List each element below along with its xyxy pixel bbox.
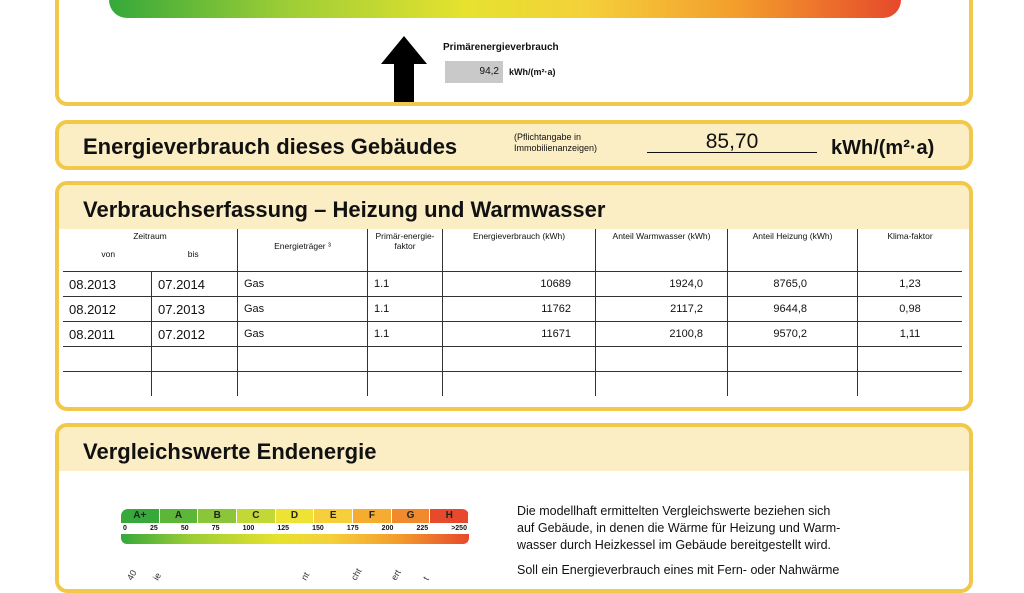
arrow-up-icon — [381, 36, 427, 102]
carrier-header — [238, 229, 368, 272]
comparison-header — [59, 427, 969, 471]
factor-cell: 1.1 — [368, 322, 443, 347]
comparison-scale — [121, 509, 469, 544]
rotated-label: ert — [389, 567, 403, 582]
factor-cell: 1.1 — [368, 297, 443, 322]
table-row-empty — [63, 347, 962, 372]
hot-water-cell: 2117,2 — [596, 297, 728, 322]
energy-class-1: A — [160, 509, 199, 523]
table-row — [63, 322, 962, 347]
to-cell: 07.2012 — [152, 322, 238, 347]
energy-class-8: H — [430, 509, 469, 523]
from-cell: 08.2012 — [63, 297, 152, 322]
comparison-paragraph — [517, 503, 840, 579]
rotated-label: cht — [349, 566, 364, 582]
paragraph-line: wasser durch Heizkessel im Gebäude bereitgestellt wird. — [517, 538, 832, 552]
primary-energy-label: Primärenergieverbrauch — [443, 42, 559, 53]
carrier-cell: Gas — [238, 272, 368, 297]
energy-class-0: A+ — [121, 509, 160, 523]
consumption-card — [55, 120, 973, 170]
consumption-header: Energieverbrauch (kWh) — [443, 229, 596, 272]
primary-energy-value: 94,2 — [445, 61, 503, 83]
heating-cell: 9570,2 — [728, 322, 858, 347]
scale-tick: 175 — [346, 525, 359, 532]
energy-class-6: F — [353, 509, 392, 523]
consumption-cell: 10689 — [443, 272, 596, 297]
carrier-cell: Gas — [238, 297, 368, 322]
from-cell: 08.2013 — [63, 272, 152, 297]
consumption-cell: 11671 — [443, 322, 596, 347]
heating-header: Anteil Heizung (kWh) — [728, 229, 858, 272]
from-label: von — [101, 249, 116, 259]
hot-water-cell: 2100,8 — [596, 322, 728, 347]
paragraph-line: Soll ein Energieverbrauch eines mit Fern- oder Nahwärme — [517, 563, 840, 577]
recording-table — [63, 229, 962, 396]
heating-cell: 9644,8 — [728, 297, 858, 322]
primary-energy-card — [55, 0, 973, 106]
period-label: Zeitraum — [133, 231, 167, 241]
climate-header: Klima-faktor — [887, 231, 933, 241]
scale-ticks — [121, 523, 469, 534]
class-bar — [121, 509, 469, 523]
recording-card — [55, 181, 973, 411]
scale-tick: 0 — [123, 525, 127, 532]
to-label: bis — [187, 249, 199, 259]
table-row — [63, 297, 962, 322]
rotated-label: ie — [151, 570, 164, 582]
consumption-note-line: Immobilienanzeigen) — [514, 143, 598, 153]
scale-tick: 50 — [180, 525, 189, 532]
paragraph-line: auf Gebäude, in denen die Wärme für Heizung und Warm- — [517, 521, 841, 535]
rotated-label: t — [421, 574, 431, 582]
energy-class-5: E — [314, 509, 353, 523]
period-header — [63, 229, 238, 272]
consumption-note — [514, 132, 597, 154]
rotated-label: nt — [299, 570, 312, 582]
table-row-empty — [63, 372, 962, 397]
heating-cell: 8765,0 — [728, 272, 858, 297]
climate-cell: 0,98 — [858, 297, 963, 322]
paragraph-line: Die modellhaft ermittelten Vergleichswerte beziehen sich — [517, 504, 831, 518]
comparison-card — [55, 423, 973, 593]
scale-tick: 125 — [277, 525, 290, 532]
rotated-label: 40 — [125, 568, 139, 582]
consumption-value: 85,70 — [647, 132, 817, 153]
scale-tick: 150 — [312, 525, 324, 532]
energy-class-2: B — [198, 509, 237, 523]
table-header-row — [63, 229, 962, 272]
energy-class-7: G — [392, 509, 431, 523]
scale-tick: 100 — [242, 525, 255, 532]
to-cell: 07.2013 — [152, 297, 238, 322]
energy-class-4: D — [276, 509, 315, 523]
carrier-cell: Gas — [238, 322, 368, 347]
factor-cell: 1.1 — [368, 272, 443, 297]
climate-cell: 1,11 — [858, 322, 963, 347]
consumption-unit: kWh/(m²·a) — [831, 137, 935, 159]
scale-gradient — [121, 534, 469, 544]
consumption-note-line: (Pflichtangabe in — [514, 132, 582, 142]
scale-tick: 200 — [381, 525, 394, 532]
climate-cell: 1,23 — [858, 272, 963, 297]
recording-header — [59, 185, 969, 229]
scale-tick: 25 — [149, 525, 158, 532]
energy-scale-bar — [109, 0, 901, 18]
to-cell: 07.2014 — [152, 272, 238, 297]
comparison-title: Vergleichswerte Endenergie — [83, 439, 377, 464]
from-cell: 08.2011 — [63, 322, 152, 347]
carrier-label: Energieträger ³ — [274, 241, 331, 251]
hot-water-header: Anteil Warmwasser (kWh) — [596, 229, 728, 272]
consumption-cell: 11762 — [443, 297, 596, 322]
consumption-title: Energieverbrauch dieses Gebäudes — [83, 134, 458, 159]
primary-energy-unit: kWh/(m²·a) — [509, 67, 556, 77]
scale-tick: >250 — [451, 525, 467, 532]
recording-title: Verbrauchserfassung – Heizung und Warmwasser — [83, 197, 606, 222]
scale-tick: 75 — [211, 525, 220, 532]
factor-header: Primär-energie-faktor — [368, 229, 443, 272]
energy-class-3: C — [237, 509, 276, 523]
table-row — [63, 272, 962, 297]
hot-water-cell: 1924,0 — [596, 272, 728, 297]
scale-tick: 225 — [416, 525, 429, 532]
